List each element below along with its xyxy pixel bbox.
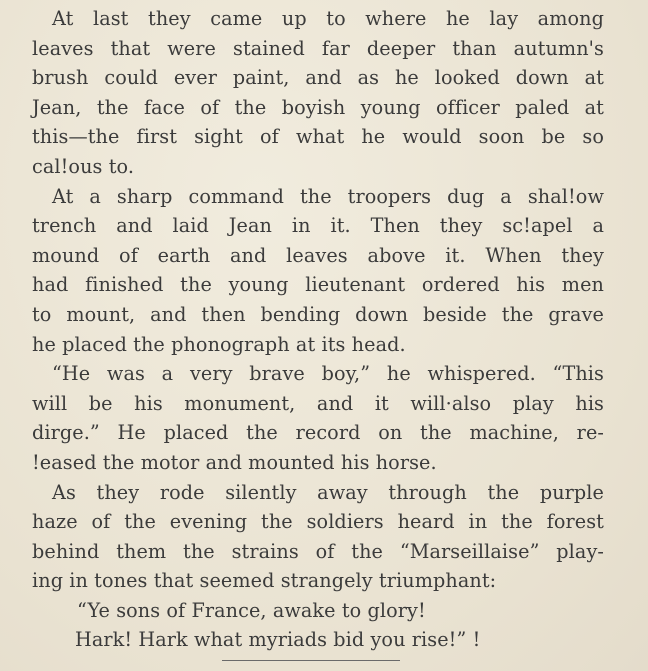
text-line: behind them the strains of the “Marseillaise” play- — [32, 539, 604, 563]
story-text — [32, 4, 604, 655]
verse-line: “Ye sons of France, awake to glory! — [77, 598, 426, 622]
text-line: As they rode silently away through the purple — [52, 480, 604, 504]
text-line: leaves that were stained far deeper than autumn's — [32, 36, 604, 60]
text-line: dirge.” He placed the record on the machine, re- — [32, 421, 604, 445]
text-line: he placed the phonograph at its head. — [32, 332, 406, 356]
text-line: !eased the motor and mounted his horse. — [32, 450, 437, 474]
text-line: will be his monument, and it will·also play his — [32, 391, 604, 415]
text-line: mound of earth and leaves above it. When they — [32, 243, 604, 267]
text-line: this—the first sight of what he would soon be so — [32, 125, 604, 149]
closing-rule — [222, 660, 400, 661]
text-line: brush could ever paint, and as he looked down at — [32, 66, 604, 90]
text-line: to mount, and then bending down beside the grave — [32, 302, 604, 326]
text-line: At a sharp command the troopers dug a shal!ow — [52, 184, 604, 208]
verse-line: Hark! Hark what myriads bid you rise!” ! — [75, 628, 481, 652]
text-line: ing in tones that seemed strangely triumphant: — [32, 569, 497, 593]
text-line: At last they came up to where he lay among — [52, 7, 604, 30]
text-line: had finished the young lieutenant ordered his men — [32, 273, 604, 297]
text-line: “He was a very brave boy,” he whispered. “This — [52, 362, 604, 386]
text-line: trench and laid Jean in it. Then they sc!apel a — [32, 214, 604, 238]
text-line: haze of the evening the soldiers heard in the forest — [32, 510, 604, 534]
text-line: cal!ous to. — [32, 154, 135, 178]
text-line: Jean, the face of the boyish young officer paled at — [32, 95, 604, 119]
